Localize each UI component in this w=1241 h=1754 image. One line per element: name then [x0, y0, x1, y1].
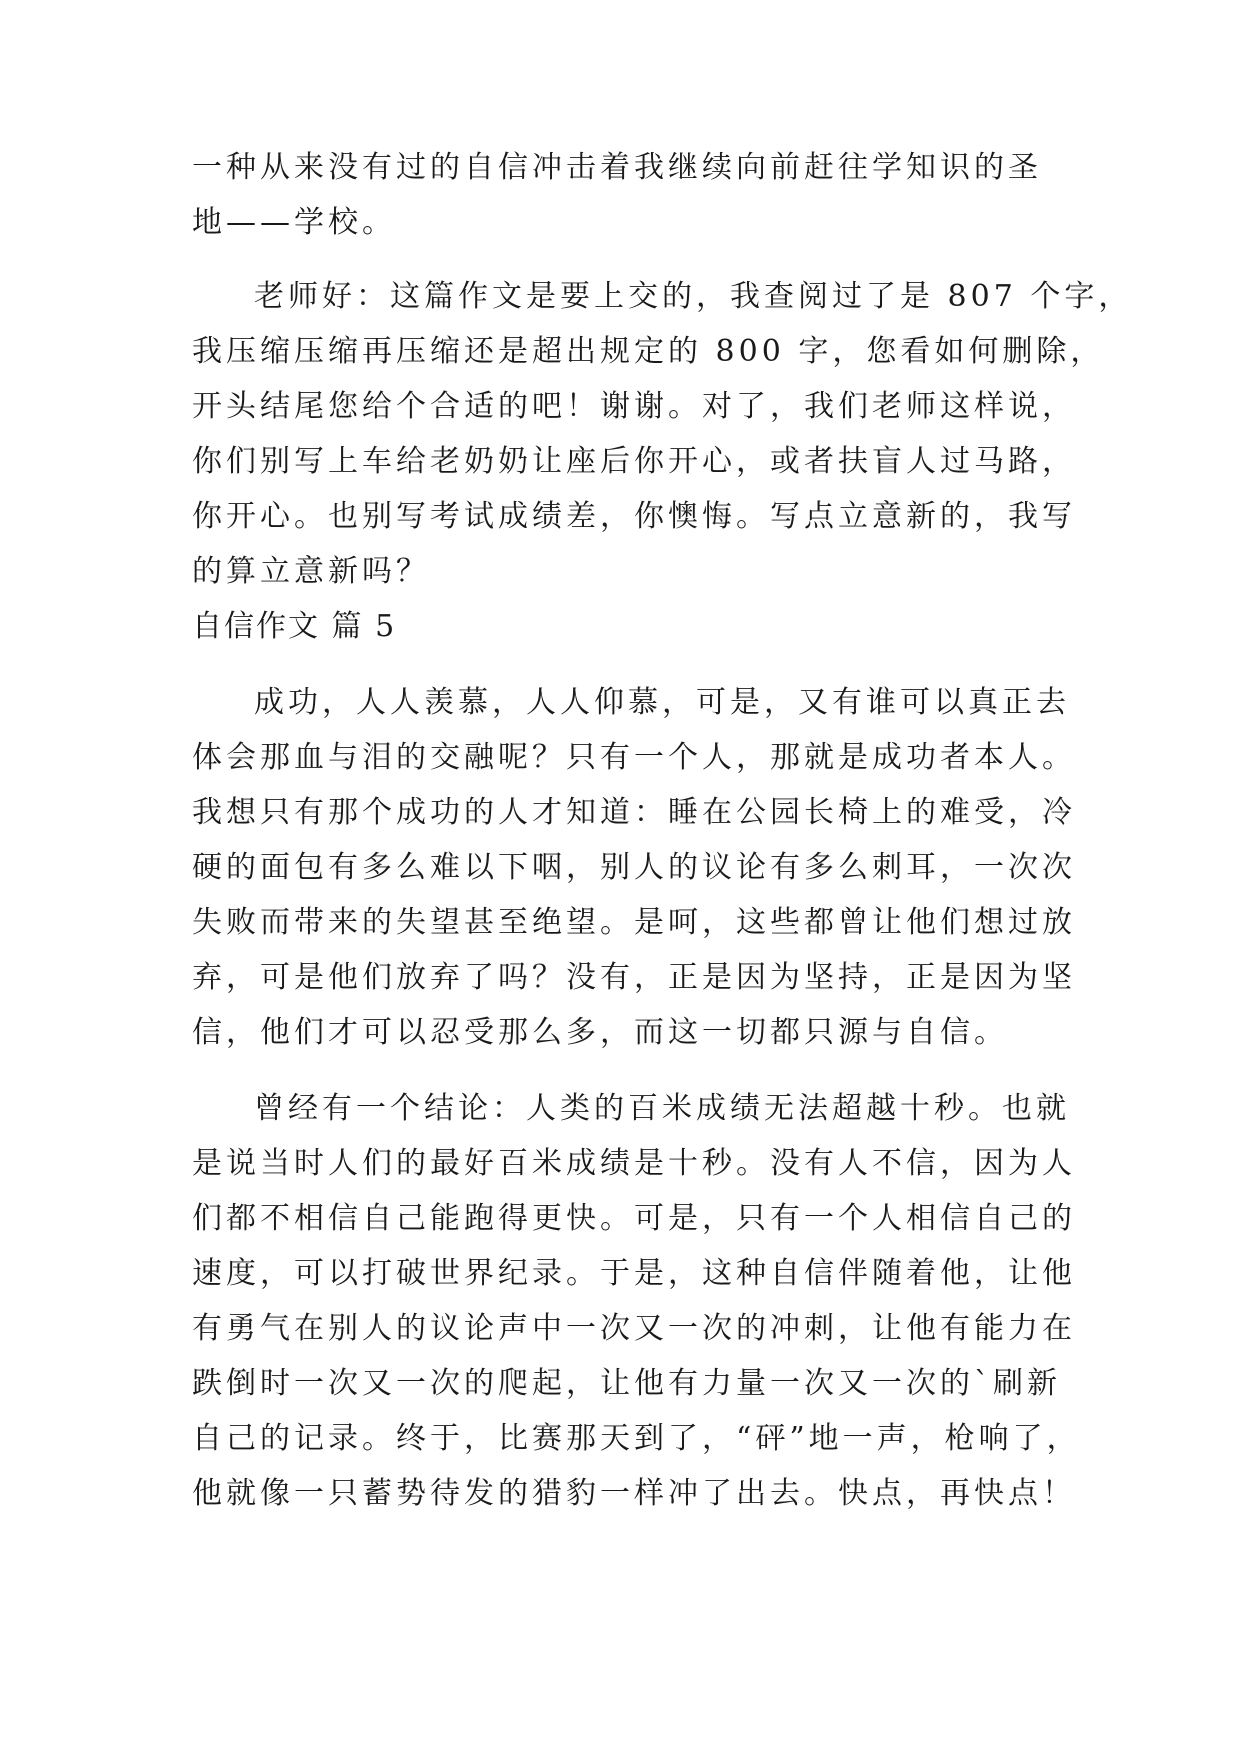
- text-line: 一种从来没有过的自信冲击着我继续向前赶往学知识的圣: [192, 150, 1042, 185]
- text-line: 信，他们才可以忍受那么多，而这一切都只源与自信。: [192, 1015, 1008, 1050]
- text-line: 硬的面包有多么难以下咽，别人的议论有多么刺耳，一次次: [192, 850, 1076, 885]
- paragraph-start-line: 曾经有一个结论：人类的百米成绩无法超越十秒。也就: [254, 1091, 1070, 1126]
- text-line: 的算立意新吗？: [192, 554, 430, 589]
- paragraph-start-line: 老师好：这篇作文是要上交的，我查阅过了是 807 个字，: [254, 279, 1133, 314]
- paragraph-start-line: 成功，人人羡慕，人人仰慕，可是，又有谁可以真正去: [254, 685, 1070, 720]
- text-line: 失败而带来的失望甚至绝望。是呵，这些都曾让他们想过放: [192, 905, 1076, 940]
- text-line: 跌倒时一次又一次的爬起，让他有力量一次又一次的`刷新: [192, 1366, 1061, 1401]
- text-line: 们都不相信自己能跑得更快。可是，只有一个人相信自己的: [192, 1201, 1076, 1236]
- text-line: 开头结尾您给个合适的吧！谢谢。对了，我们老师这样说，: [192, 389, 1076, 424]
- text-line: 地——学校。: [192, 205, 396, 240]
- text-line: 有勇气在别人的议论声中一次又一次的冲刺，让他有能力在: [192, 1311, 1076, 1346]
- text-line: 自己的记录。终于，比赛那天到了，“砰”地一声，枪响了，: [192, 1421, 1081, 1456]
- text-line: 我压缩压缩再压缩还是超出规定的 800 字，您看如何删除，: [192, 334, 1105, 369]
- text-line: 我想只有那个成功的人才知道：睡在公园长椅上的难受，冷: [192, 795, 1076, 830]
- text-line: 你们别写上车给老奶奶让座后你开心，或者扶盲人过马路，: [192, 444, 1076, 479]
- text-line: 速度，可以打破世界纪录。于是，这种自信伴随着他，让他: [192, 1256, 1076, 1291]
- text-line: 是说当时人们的最好百米成绩是十秒。没有人不信，因为人: [192, 1146, 1076, 1181]
- text-line: 弃，可是他们放弃了吗？没有，正是因为坚持，正是因为坚: [192, 960, 1076, 995]
- text-line: 体会那血与泪的交融呢？只有一个人，那就是成功者本人。: [192, 740, 1076, 775]
- section-heading: 自信作文 篇 5: [192, 609, 397, 644]
- text-line: 他就像一只蓄势待发的猎豹一样冲了出去。快点，再快点！: [192, 1476, 1076, 1511]
- text-line: 你开心。也别写考试成绩差，你懊悔。写点立意新的，我写: [192, 499, 1076, 534]
